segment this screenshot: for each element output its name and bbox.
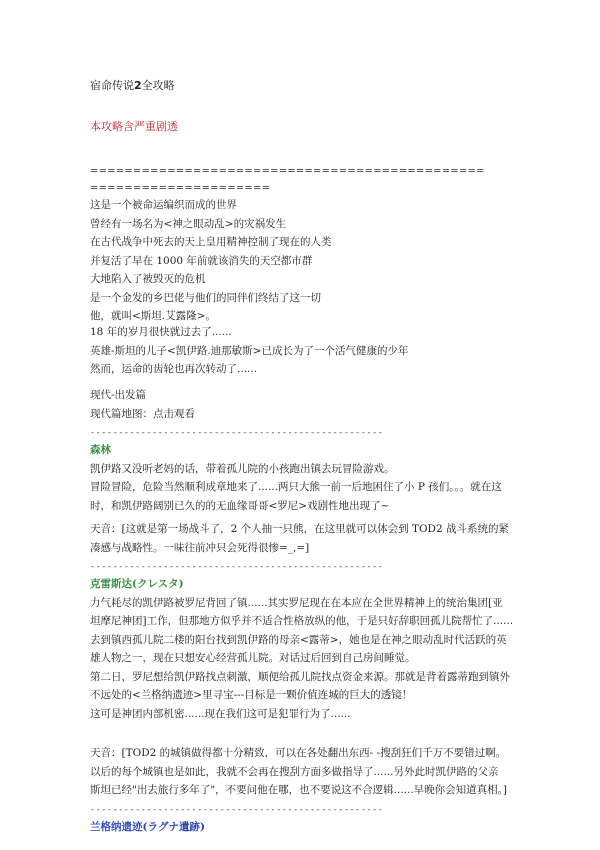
story-intro: 18 年的岁月很快就过去了...... 英雄-斯坦的儿子<凯伊路.迪那敏斯>已成长为了一个活气健康的少年 然而，运命的齿轮也再次转动了......	[90, 326, 409, 375]
section-heading-ruins: 兰格纳遗迹(ラグナ遺跡)	[90, 821, 205, 833]
section-heading-kresta: 克雷斯达(クレスタ)	[90, 578, 184, 590]
note-forest: 天音：[这就是第一场战斗了，2 个人抽一只熊，在这里就可以体会到 TOD2 战斗系统的紧 凑感与战略性。一味往前冲只会死得很惨=_,=] ----------------------------------------------------	[90, 520, 520, 576]
note-kresta: 天音：[TOD2 的城镇做得都十分精致，可以在各处翻出东西- -搜刮狂们千万不要错过啊。 以后的每个城镇也是如此，我就不会再在搜刮方面多做指导了......另外此时凯伊路的父亲 斯坦已经"出去旅行多年了"，不要问他在哪，也不要说这不合逻辑......早晚你会知道真相。] ----------------------------------------------------	[90, 744, 520, 818]
section-heading-forest: 森林	[90, 444, 111, 456]
document-title: 宿命传说2全攻略	[90, 79, 175, 92]
chapter-heading: 现代-出发篇	[90, 389, 147, 401]
separator-double-line: ============================================== =====================	[90, 166, 485, 194]
spoiler-warning: 本攻略含严重剧透	[90, 120, 178, 133]
intro-poem: 这是一个被命运编织而成的世界 曾经有一场名为<神之眼动乱>的灾祸发生 在古代战争中死去的天上皇用精神控制了现在的人类 并复活了早在 1000 年前就该消失的天空都市群 大地陷入了被毁灭的危机 是一个金发的乡巴佬与他们的同伴们终结了这一切 他，就叫<斯坦.艾露隆>。	[90, 199, 332, 322]
section-kresta: 克雷斯达(クレスタ) 力气耗尽的凯伊路被罗尼背回了镇......其实罗尼现在在本应在全世界精神上的统治集团[亚 坦摩尼神团]工作，但那地方似乎并不适合性格放纵的他，于是只好辞职回孤儿院帮忙了...... 去到镇西孤儿院二楼的阳台找到凯伊路的母亲<露蒂>，她也是在神之眼动乱时代活跃的英 雄人物之一，现在只想安心经营孤儿院。对话过后回到自己房间睡觉。 第二日，罗尼想给凯伊路找点刺激，顺便给孤儿院找点资金来源。那就是背着露蒂跑到镇外 不远处的<兰格纳遗迹>里寻宝---目标是一颗价值连城的巨大的透镜！ 这可是神团内部机密......现在我们这可是犯罪行为了......	[90, 575, 520, 723]
dash-separator: ----------------------------------------------------	[90, 427, 384, 437]
chapter-header	[90, 386, 520, 442]
section-ruins	[90, 818, 520, 837]
section-forest: 森林 凯伊路又没听老妈的话，带着孤儿院的小孩跑出镇去玩冒险游戏。 冒险冒险，危险当然顺利成章地来了......两只大熊一前一后地困住了小 P 孩们。。。就在这 时，和凯伊路阔别已久的的无血缘哥哥<罗尼>戏剧性地出现了~	[90, 441, 520, 515]
map-link[interactable]: 现代篇地图：点击观看	[90, 407, 195, 420]
dash-separator: ----------------------------------------------------	[90, 561, 384, 571]
dash-separator: ----------------------------------------------------	[90, 803, 384, 814]
